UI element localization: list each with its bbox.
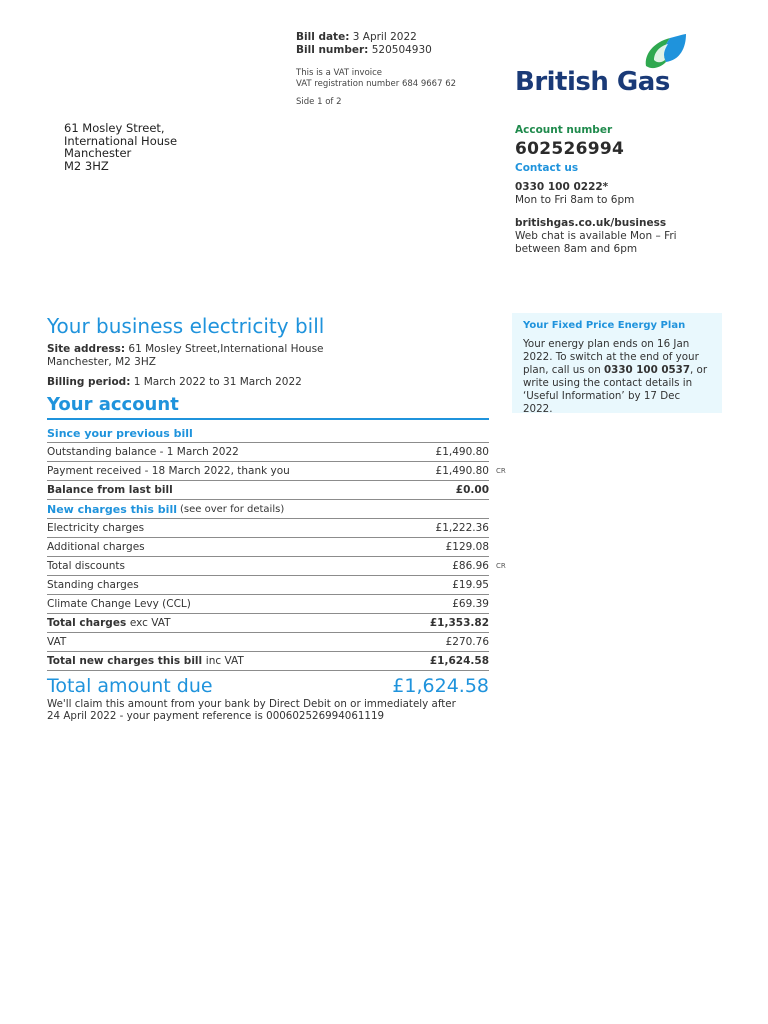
new-charges-heading: New charges this bill (see over for details)	[47, 499, 489, 518]
bill-date-label: Bill date:	[296, 31, 350, 43]
address-line: 61 Mosley Street,	[64, 121, 165, 135]
since-previous-heading: Since your previous bill	[47, 427, 193, 440]
plan-phone[interactable]: 0330 100 0537	[604, 364, 690, 376]
total-amount-due	[47, 675, 489, 697]
vat-invoice-note: This is a VAT invoice	[296, 68, 383, 78]
table-row: Total discounts £86.96 CR	[47, 556, 489, 575]
contact-phone[interactable]: 0330 100 0222*	[515, 181, 609, 193]
british-gas-logo: British Gas	[515, 67, 670, 97]
contact-us-heading: Contact us	[515, 162, 579, 174]
account-number: 602526994	[515, 139, 625, 159]
bill-number-label: Bill number:	[296, 44, 369, 56]
direct-debit-note: We'll claim this amount from your bank by Direct Debit on or immediately after 24 April 2022 - your payment reference is 000602526994061119	[47, 698, 456, 722]
bill-main	[47, 313, 506, 722]
total-due-label: Total amount due	[47, 675, 213, 697]
customer-address	[64, 122, 177, 172]
bill-meta	[296, 31, 456, 108]
address-line: International House	[64, 133, 178, 148]
table-row: Electricity charges £1,222.36	[47, 518, 489, 537]
total-charges-row: Total charges exc VAT £1,353.82	[47, 613, 489, 632]
website-link[interactable]: britishgas.co.uk/business	[515, 217, 667, 229]
vat-registration: VAT registration number 684 9667 62	[296, 79, 457, 89]
credit-marker: CR	[496, 562, 506, 570]
account-number-label: Account number	[515, 124, 613, 136]
fixed-price-plan-box	[512, 313, 722, 413]
credit-marker: CR	[496, 467, 506, 475]
table-row: Additional charges £129.08	[47, 537, 489, 556]
address-line: M2 3HZ	[64, 158, 109, 173]
total-due-amount: £1,624.58	[392, 675, 489, 697]
bill-title: Your business electricity bill	[47, 314, 325, 338]
table-row: Climate Change Levy (CCL) £69.39	[47, 594, 489, 613]
billing-period-label: Billing period:	[47, 376, 131, 388]
vat-row: VAT £270.76	[47, 632, 489, 651]
table-row: Outstanding balance - 1 March 2022 £1,490.80	[47, 442, 489, 461]
plan-title: Your Fixed Price Energy Plan	[523, 320, 686, 331]
balance-row: Balance from last bill £0.00	[47, 480, 489, 499]
site-address-label: Site address:	[47, 343, 126, 355]
bill-date: 3 April 2022	[352, 31, 417, 43]
total-new-charges-row: Total new charges this bill inc VAT £1,624.58	[47, 651, 489, 671]
your-account-heading: Your account	[47, 394, 489, 420]
webchat-line: between 8am and 6pm	[515, 243, 638, 255]
contact-hours: Mon to Fri 8am to 6pm	[515, 194, 635, 206]
account-panel	[515, 124, 735, 256]
site-address: Site address: 61 Mosley Street,International House Manchester, M2 3HZ	[47, 343, 324, 368]
page-side: Side 1 of 2	[296, 97, 342, 107]
table-row: Standing charges £19.95	[47, 575, 489, 594]
webchat-line: Web chat is available Mon – Fri	[515, 230, 677, 242]
billing-period: Billing period: 1 March 2022 to 31 March 2022	[47, 376, 302, 388]
bill-number: 520504930	[371, 44, 432, 56]
table-row: Payment received - 18 March 2022, thank you £1,490.80 CR	[47, 461, 489, 480]
address-line: Manchester	[64, 146, 132, 160]
flame-logo-icon	[640, 32, 688, 72]
plan-text: Your energy plan ends on 16 Jan 2022. To switch at the end of your plan, call us on 0330 100 0537, or write using the contact details in ‘Useful Information’ by 17 Dec 2022.	[523, 338, 708, 415]
